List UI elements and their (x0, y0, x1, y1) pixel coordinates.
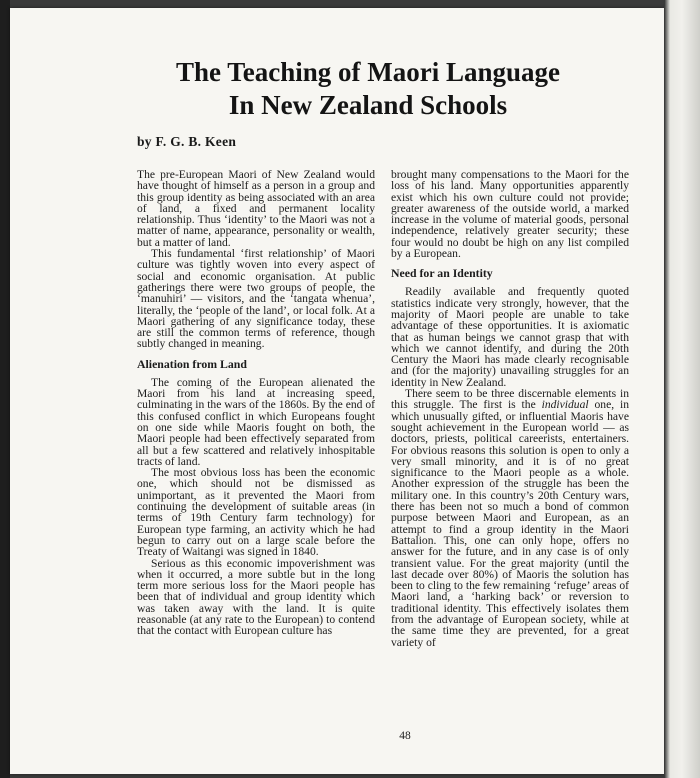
paragraph: Serious as this economic impoverishment was when it occurred, a more subtle but in the long term more serious loss for the Maori people has been that of individual and group identity which was taken away with the land. It is quite reasonable (at any rate to the European) to contend that the contact with European culture has (137, 556, 375, 638)
article-title (10, 56, 664, 122)
page-number: 48 (399, 730, 411, 742)
scan-left-edge (0, 0, 10, 778)
text-run: one, in which unusually gifted, or influential Maoris have sought achievement in the European world — as doctors, priests, political careerists, entertainers. For obvious reasons this solution is open to only a very small minority, and it is of no great significance to the Maori people as a whole. Another expression of the struggle has been the military one. In this country’s 20th Century wars, there has been not so much a bond of common purpose between Maori and European, as an attempt to find a group identity in the Maori Battalion. This, one can only hope, offers no answer for the future, and in any case is of only transient value. For the great majority (until the last decade over 80%) of Maoris the solution has been to cling to the few remaining ‘refuge’ areas of Maori land, a ‘harking back’ or reversion to traditional identity. This effectively isolates them from the advantage of European society, while at the same time they are prevented, for a great variety of (391, 398, 629, 649)
document-page (10, 8, 664, 774)
paragraph (391, 388, 629, 648)
text-run: There seem to be three discernable elements in this struggle. The first is the (391, 387, 629, 412)
byline: by F. G. B. Keen (137, 134, 237, 149)
paragraph: The coming of the European alienated the Maori from his land at increasing speed, culminating in the wars of the 1860s. By the end of this confused conflict in which Europeans fought on one side while Maoris fought on both, the Maori people had been effectively separated from all but a few scattered and relatively inhospitable tracts of land. (137, 375, 375, 468)
paragraph: The pre-European Maori of New Zealand would have thought of himself as a person in a group and this group identity as being associated with an area of land, a fixed and permanent locality relationship. Thus ‘identity’ to the Maori was not a matter of name, appearance, personality or wealth, but a matter of land. (137, 168, 375, 249)
right-column (391, 169, 629, 648)
emphasis-text: individual (541, 398, 589, 412)
paragraph: Readily available and frequently quoted statistics indicate very strongly, however, that the majority of Maori people are unable to take advantage of these opportunities. It is axiomatic that as human beings we cannot grasp that with which we cannot identify, and during the 20th Century the Maori has made clearly recognisable and (for the majority) unavailing struggles for an identity in New Zealand. (391, 285, 629, 389)
section-heading: Alienation from Land (137, 356, 247, 371)
scan-right-edge (664, 0, 700, 778)
paragraph: The most obvious loss has been the economic one, which should not be dismissed as unimportant, as it prevented the Maori from continuing the development of suitable areas (in terms of 19th Century farm technology) for European type farming, an activity which he had begun to carry out on a large scale before the Treaty of Waitangi was signed in 1840. (137, 466, 375, 559)
title-line-1: The Teaching of Maori Language (175, 57, 561, 87)
paragraph: This fundamental ‘first relationship’ of Maori culture was tightly woven into every aspect of social and economic organisation. At public gatherings there were two groups of people, the ‘manuhiri’ — visitors, and the ‘tangata whenua’, literally, the ‘people of the land’, or local folk. At a Maori gathering of any significance today, these are still the common terms of reference, though subtly changed in meaning. (137, 247, 375, 351)
left-column (137, 169, 375, 637)
paragraph: brought many compensations to the Maori for the loss of his land. Many opportunities apparently exist which his own culture could not provide; greater awareness of the outside world, a marked increase in the volume of material goods, personal independence, relatively greater security; these four would no doubt be high on any list compiled by a European. (391, 168, 629, 261)
section-heading: Need for an Identity (391, 266, 493, 281)
title-line-2: In New Zealand Schools (228, 90, 508, 120)
